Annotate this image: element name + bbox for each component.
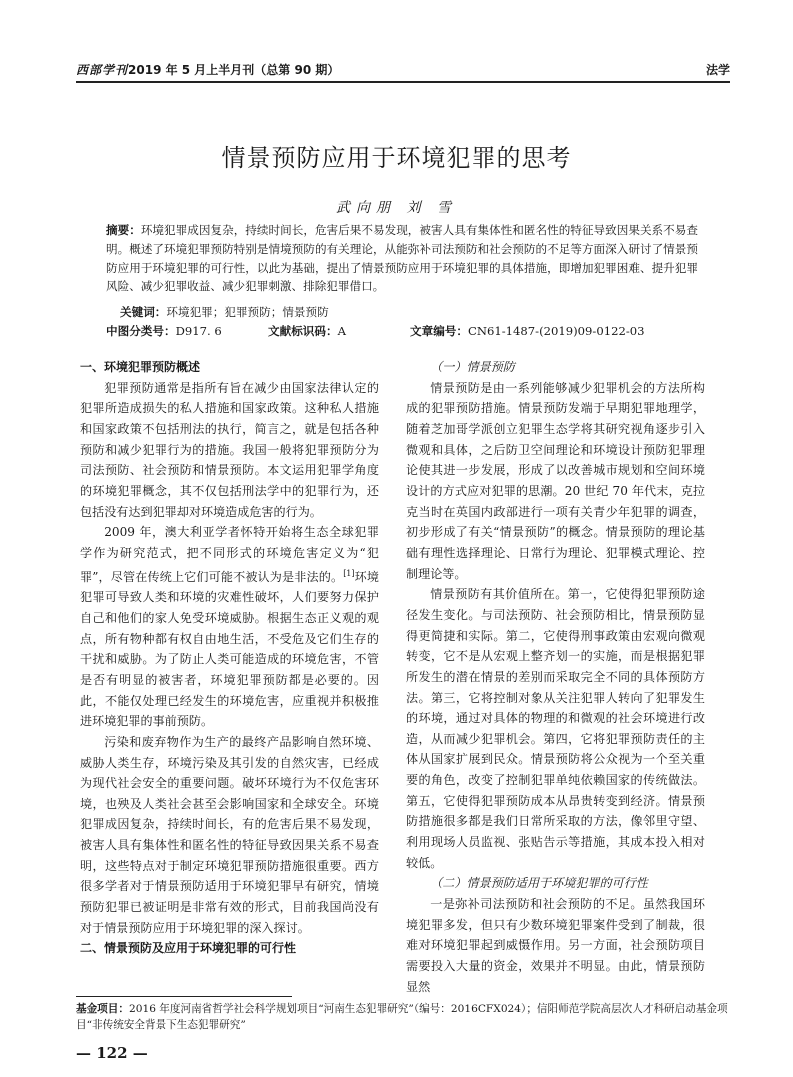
- paragraph: 污染和废弃物作为生产的最终产品影响自然环境、威胁人类生存，环境污染及其引发的自然灾害，已经成为现代社会安全的重要问题。破坏环境行为不仅危害环境，也殃及人类社会甚至会影响国家和全球安全。环境犯罪成因复杂，持续时间长，有的危害后果不易发现，被害人具有集体性和匿名性的特征导致因果关系不易查明，这些特点对于制定环境犯罪预防措施很重要。西方很多学者对于情景预防适用于环境犯罪早有研究，情境预防犯罪已被证明是非常有效的形式，目前我国尚没有对于情景预防应用于环境犯罪的深入探讨。: [80, 734, 379, 935]
- abstract-text: 环境犯罪成因复杂，持续时间长，危害后果不易发现，被害人具有集体性和匿名性的特征导致因果关系不易查明。概述了环境犯罪预防特别是情境预防的有关理论，从能弥补司法预防和社会预防的不足等方面深入研讨了情景预防应用于环境犯罪的可行性，以此为基础，提出了情景预防应用于环境犯罪的具体措施，即增加犯罪困难、提升犯罪风险、减少犯罪收益、减少犯罪刺激、排除犯罪借口。: [106, 223, 698, 294]
- footnote-label: 基金项目：: [76, 1003, 129, 1015]
- subsection-heading-2: （二）情景预防适用于环境犯罪的可行性: [430, 876, 648, 891]
- classification-value: D917. 6: [175, 324, 222, 338]
- footnote-text: 2016 年度河南省哲学社会科学规划项目“河南生态犯罪研究”（编号：2016CFX024）；信阳师范学院高层次人才科研启动基金项目“非传统安全背景下生态犯罪研究”: [76, 1003, 728, 1031]
- running-header: [76, 60, 730, 80]
- journal-logo: 西部学刊: [76, 63, 129, 77]
- abstract-label: 摘要：: [106, 223, 141, 237]
- classification: [106, 323, 222, 339]
- paragraph: 情景预防是由一系列能够减少犯罪机会的方法所构成的犯罪预防措施。情景预防发端于早期犯罪地理学，随着芝加哥学派创立犯罪生态学将其研究视角逐步引入微观和具体，之后防卫空间理论和环境设计预防犯罪理论使其进一步发展，形成了以改善城市规划和空间环境设计的方式应对犯罪的思潮。20 世纪 70 年代末，克拉克当时在英国内政部进行一项有关青少年犯罪的调查，初步形成了有关“情景预防”的概念。情景预防的理论基础有理性选择理论、日常行为理论、犯罪模式理论、控制理论等。: [406, 380, 705, 581]
- article-no-value: CN61-1487-(2019)09-0122-03: [467, 324, 645, 338]
- article-title: 情景预防应用于环境犯罪的思考: [221, 144, 572, 172]
- header-rule: [76, 81, 730, 83]
- footnote-rule: [76, 996, 292, 997]
- citation-ref: [1]: [343, 568, 355, 578]
- paragraph-text: 环境犯罪可导致人类和环境的灾难性破坏，人们要努力保护自己和他们的家人免受环境威胁。根据生态正义观的观点，所有物种都有权自由地生活，不受危及它们生存的干扰和威胁。为了防止人类可能造成的环境危害，不管是否有明显的被害者，环境犯罪预防都是必要的。因此，不能仅处理已经发生的环境危害，应重视并积极推进环境犯罪的事前预防。: [80, 569, 379, 729]
- paragraph-text: 2009 年，澳大利亚学者怀特开始将生态全球犯罪学作为研究范式，把不同形式的环境危害定义为“犯罪”，尽管在传统上它们可能不被认为是非法的。: [80, 525, 379, 584]
- keywords: [120, 304, 329, 320]
- section-tag: 法学: [705, 63, 730, 77]
- paragraph: 犯罪预防通常是指所有旨在减少由国家法律认定的犯罪所造成损失的私人措施和国家政策。这种私人措施和国家政策不包括刑法的执行，简言之，就是包括各种预防和减少犯罪行为的措施。我国一般将犯罪预防分为司法预防、社会预防和情景预防。本文运用犯罪学角度的环境犯罪概念，其不仅包括刑法学中的犯罪行为，还包括没有达到犯罪却对环境造成危害的行为。: [80, 380, 379, 519]
- abstract: [106, 221, 698, 296]
- doc-code-value: A: [337, 324, 346, 338]
- keywords-text: 环境犯罪；犯罪预防；情景预防: [166, 305, 329, 319]
- section-heading-2: 二、情景预防及应用于环境犯罪的可行性: [80, 941, 297, 956]
- page-number: — 122 —: [76, 1044, 148, 1062]
- funding-footnote: [76, 1001, 736, 1033]
- keywords-label: 关键词：: [120, 305, 167, 319]
- right-column: [406, 357, 705, 997]
- article-number: [410, 323, 645, 339]
- paragraph: 一是弥补司法预防和社会预防的不足。虽然我国环境犯罪多发，但只有少数环境犯罪案件受到了制裁，很难对环境犯罪起到威慑作用。另一方面，社会预防项目需要投入大量的资金，效果并不明显。由此，情景预防显然: [406, 897, 705, 994]
- article-no-label: 文章编号：: [410, 324, 468, 338]
- section-heading-1: 一、环境犯罪预防概述: [80, 360, 201, 374]
- left-column: [80, 357, 379, 959]
- doc-code-label: 文献标识码：: [268, 324, 338, 338]
- paragraph: 情景预防有其价值所在。第一，它使得犯罪预防途径发生变化。与司法预防、社会预防相比，情景预防显得更简捷和实际。第二，它使得刑事政策由宏观向微观转变，它不是从宏观上整齐划一的实施，而是根据犯罪所发生的潜在情景的差别而采取完全不同的具体预防方法。第三，它将控制对象从关注犯罪人转向了犯罪发生的环境，通过对具体的物理的和微观的社会环境进行改造，从而减少犯罪机会。第四，它将犯罪预防责任的主体从国家扩展到民众。情景预防将公众视为一个至关重要的角色，改变了控制犯罪单纯依赖国家的传统做法。第五，它使得犯罪预防成本从昂贵转变到经济。情景预防措施很多都是我们日常所采取的方法，像邻里守望、利用现场人员监视、张贴告示等措施，其成本投入相对较低。: [406, 587, 705, 870]
- authors: 武向朋 刘 雪: [336, 200, 457, 216]
- classification-label: 中图分类号：: [106, 324, 176, 338]
- document-code: [268, 323, 346, 339]
- paragraph: [80, 522, 379, 732]
- journal-info: [76, 61, 339, 78]
- journal-issue: 2019 年 5 月上半月刊（总第 90 期）: [128, 63, 340, 77]
- subsection-heading-1: （一）情景预防: [430, 360, 515, 374]
